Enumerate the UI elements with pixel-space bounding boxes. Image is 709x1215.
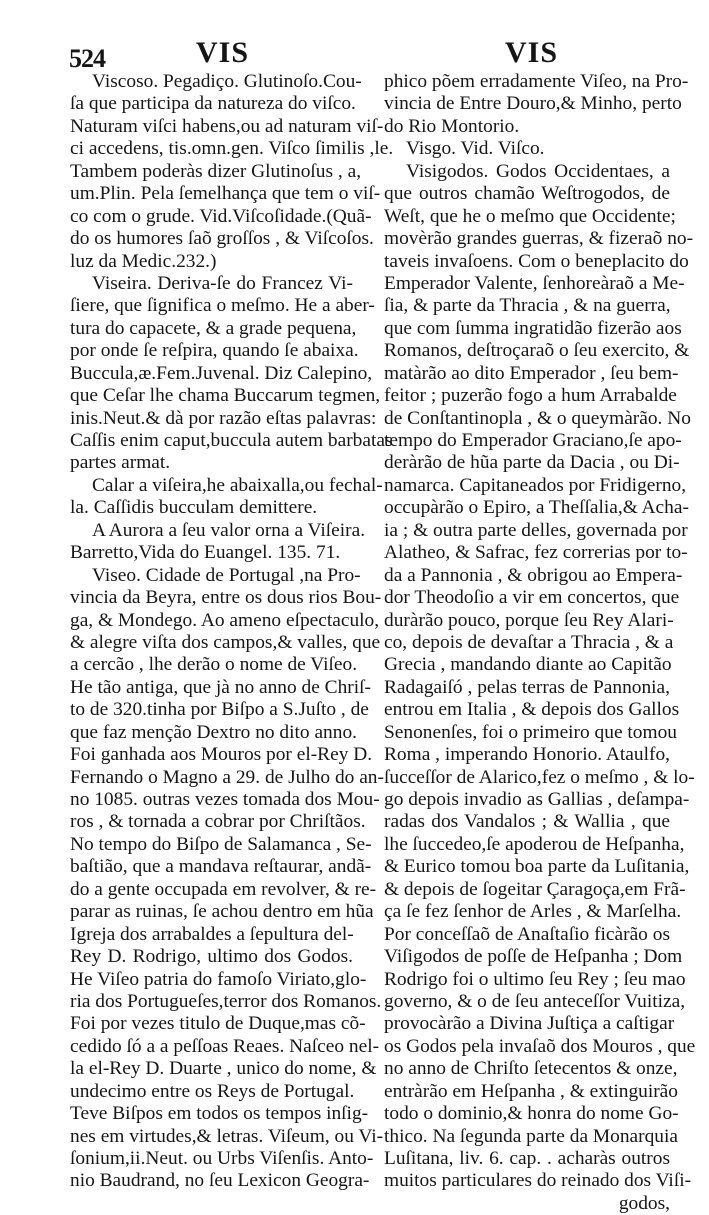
text-line: He Viſeo patria do famoſo Viriato,glo- (70, 968, 367, 990)
text-line: que outros chamão Weſtrogodos, de (384, 183, 670, 205)
text-line: Luſitana, liv. 6. cap. . acharàs outros (384, 1148, 670, 1169)
text-line: que Ceſar lhe chama Buccarum tegmen, (70, 385, 381, 407)
text-line: la el-Rey D. Duarte , unico do nome, & (70, 1058, 377, 1080)
text-line: to de 320.tinha por Biſpo a S.Juſto , de (70, 699, 369, 721)
text-line: todo o dominio,& honra do nome Go- (384, 1103, 679, 1125)
text-line: luz da Medic.232.) (70, 250, 217, 272)
text-line: Barretto,Vida do Euangel. 135. 71. (70, 542, 341, 564)
running-head-left: VIS (196, 36, 250, 69)
text-line: occupàrão o Epiro, a Theſſalia,& Acha- (384, 497, 689, 519)
text-line: inis.Neut.& dà por razão eſtas palavras: (70, 407, 377, 429)
text-line: Senonenſes, foi o primeiro que tomou (384, 721, 677, 743)
text-line: Viſigodos de poſſe de Heſpanha ; Dom (384, 946, 683, 968)
text-line: Radagaiſó , pelas terras de Pannonia, (384, 676, 670, 698)
text-line: ſa que participa da natureza do viſco. (70, 93, 356, 115)
text-line: um.Plin. Pela ſemelhança que tem o viſ- (70, 183, 381, 205)
text-line: a cercão , lhe derão o nome de Viſeo. (70, 654, 358, 676)
text-line: ci accedens, tis.omn.gen. Viſco ſimilis ,le. (70, 138, 394, 160)
text-line: radas dos Vandalos ; & Wallia , que (384, 811, 670, 833)
text-line: Teve Biſpos em todos os tempos inſig- (70, 1103, 369, 1125)
text-line: undecimo entre os Reys de Portugal. (70, 1080, 355, 1102)
text-line: Calar a viſeira,he abaixalla,ou fechal- (92, 474, 383, 496)
text-line: Romanos, deſtroçaraõ o ſeu exercito, & (384, 340, 690, 362)
text-line: Weſt, que he o meſmo que Occidente; (384, 205, 676, 227)
text-line: ros , & tornada a cobrar por Chriſtãos. (70, 811, 366, 833)
text-line: nes em virtudes,& letras. Viſeum, ou Vi- (70, 1125, 384, 1147)
text-line: Tambem poderàs dizer Glutinoſus , a, (70, 160, 362, 182)
text-line: cedido ſó a a peſſoas Reaes. Naſceo nel- (70, 1035, 380, 1057)
text-line: thico. Na ſegunda parte da Monarquia (384, 1125, 678, 1147)
text-line: lhe ſuccedeo,ſe apoderou de Heſpanha, (384, 833, 685, 855)
text-line: baſtião, que a mandava reſtaurar, andã- (70, 856, 372, 878)
text-line: namarca. Capitaneados por Fridigerno, (384, 474, 687, 496)
text-line: no anno de Chriſto ſetecentos & onze, (384, 1058, 678, 1080)
right-column (384, 71, 696, 1215)
text-line: tempo do Emperador Graciano,ſe apo- (384, 430, 682, 451)
text-line: Visigodos. Godos Occidentaes, a (406, 160, 670, 182)
text-line: co, depois de devaſtar a Thracia , & a (384, 631, 674, 653)
text-line: dor Theodoſio a vir em concertos, que (384, 587, 680, 609)
text-line: governo, & o de ſeu anteceſſor Vuitiza, (384, 990, 686, 1012)
text-line: feitor ; puzerão fogo a hum Arrabalde (384, 385, 677, 407)
text-line: Viseira. Deriva-ſe do Francez Vi- (92, 272, 353, 294)
text-line: Fernando o Magno a 29. de Julho do an- (70, 766, 384, 788)
text-line: & alegre viſta dos campos,& valles, que (70, 631, 381, 653)
text-line: la. Caſſidis bucculam demittere. (70, 497, 318, 519)
text-line: Por conceſſaõ de Anaſtaſio ficàrão os (384, 923, 670, 945)
text-line: Emperador Valente, ſenhoreàraõ a Me- (384, 272, 685, 294)
text-line: partes armat. (70, 452, 171, 474)
running-head-right: VIS (505, 36, 559, 69)
text-line: ga, & Mondego. Ao ameno eſpectaculo, (70, 609, 380, 631)
text-line: matàrão ao dito Emperador , ſeu bem- (384, 362, 679, 384)
text-line: Roma , imperando Honorio. Ataulfo, (384, 744, 670, 766)
page-number: 524 (69, 44, 105, 73)
text-line: godos, (618, 1192, 670, 1214)
text-line: Naturam viſci habens,ou ad naturam viſ- (70, 115, 384, 137)
text-line: Viscoso. Pegadiço. Glutinoſo.Cou- (92, 71, 362, 92)
text-line: phico põem erradamente Viſeo, na Pro- (384, 71, 689, 92)
text-line: duràrão pouco, porque ſeu Rey Alari- (384, 609, 674, 631)
text-line: ça ſe fez ſenhor de Arles , & Marſelha. (384, 901, 682, 923)
text-line: por onde ſe reſpira, quando ſe abaixa. (70, 340, 359, 362)
text-line: parar as ruinas, ſe achou dentro em hũa (70, 901, 374, 923)
text-line: Caſſis enim caput,buccula autem barbatas (70, 430, 393, 451)
text-line: Igreja dos arrabaldes a ſepultura del- (70, 923, 354, 945)
text-line: He tão antiga, que jà no anno de Chriſ- (70, 676, 371, 698)
text-line: ia ; & outra parte delles, governada por (384, 519, 688, 541)
text-line: Buccula,æ.Fem.Juvenal. Diz Calepino, (70, 362, 373, 384)
text-line: provocàrão a Divina Juſtiça a caſtigar (384, 1013, 675, 1035)
text-line: Foi ganhada aos Mouros por el-Rey D. (70, 744, 373, 766)
text-line: muitos particulares do reinado dos Viſi- (384, 1170, 692, 1192)
text-line: Viseo. Cidade de Portugal ,na Pro- (92, 564, 361, 586)
text-line: no 1085. outras vezes tomada dos Mou- (70, 789, 380, 810)
text-line: que com ſumma ingratidão fizerão aos (384, 317, 682, 339)
text-line: nio Baudrand, no ſeu Lexicon Geogra- (70, 1170, 370, 1192)
text-line: vincia da Beyra, entre os dous rios Bou- (70, 587, 382, 609)
text-line: os Godos pela invaſaõ dos Mouros , que (384, 1035, 696, 1057)
text-line: da a Pannonia , & obrigou ao Empera- (384, 564, 683, 586)
text-line: que faz menção Dextro no dito anno. (70, 721, 357, 743)
text-line: ſia, & parte da Thracia , & na guerra, (384, 295, 671, 317)
text-line: ria dos Portugueſes,terror dos Romanos. (70, 990, 382, 1012)
text-line: & depois de ſogeitar Çaragoça,em Frã- (384, 878, 686, 900)
text-line: ſiere, que ſignifica o meſmo. He a aber- (70, 295, 375, 317)
text-line: ſucceſſor de Alarico,fez o meſmo , & lo- (384, 766, 695, 788)
text-line: Rodrigo foi o ultimo ſeu Rey ; ſeu mao (384, 968, 686, 990)
text-line: deràrão de hũa parte da Dacia , ou Di- (384, 452, 680, 474)
text-line: movèrão grandes guerras, & fizeraõ no- (384, 228, 694, 250)
text-line: tura do capacete, & a grade pequena, (70, 317, 357, 339)
text-line: Grecia , mandando diante ao Capitão (384, 654, 672, 676)
text-line: Rey D. Rodrigo, ultimo dos Godos. (70, 946, 353, 968)
text-line: de Conſtantinopla , & o queymàrão. No (384, 407, 691, 429)
text-line: entràrão em Heſpanha , & extinguirão (384, 1080, 678, 1102)
text-line: co com o grude. Vid.Viſcoſidade.(Quã- (70, 205, 372, 227)
text-line: ſonium,ii.Neut. ou Urbs Viſenſis. Anto- (70, 1148, 374, 1169)
text-line: do os humores ſaõ groſſos , & Viſcoſos. (70, 228, 374, 250)
text-line: & Eurico tomou boa parte da Luſitania, (384, 856, 690, 878)
text-line: A Aurora a ſeu valor orna a Viſeira. (92, 519, 366, 541)
left-column (70, 71, 394, 1193)
text-line: vincia de Entre Douro,& Minho, perto (384, 93, 682, 115)
text-line: do Rio Montorio. (384, 115, 520, 137)
text-line: entrou em Italia , & depois dos Gallos (384, 699, 680, 721)
text-line: Foi por vezes titulo de Duque,mas cõ- (70, 1013, 366, 1035)
text-line: Alatheo, & Safrac, fez correrias por to- (384, 542, 688, 564)
text-line: taveis invaſoens. Com o beneplacito do (384, 250, 689, 272)
text-line: do a gente occupada em revolver, & re- (70, 878, 377, 900)
text-line: No tempo do Biſpo de Salamanca , Se- (70, 833, 372, 855)
text-line: go depois invadio as Gallias , deſampa- (384, 789, 690, 810)
text-line: Visgo. Vid. Viſco. (406, 138, 545, 160)
